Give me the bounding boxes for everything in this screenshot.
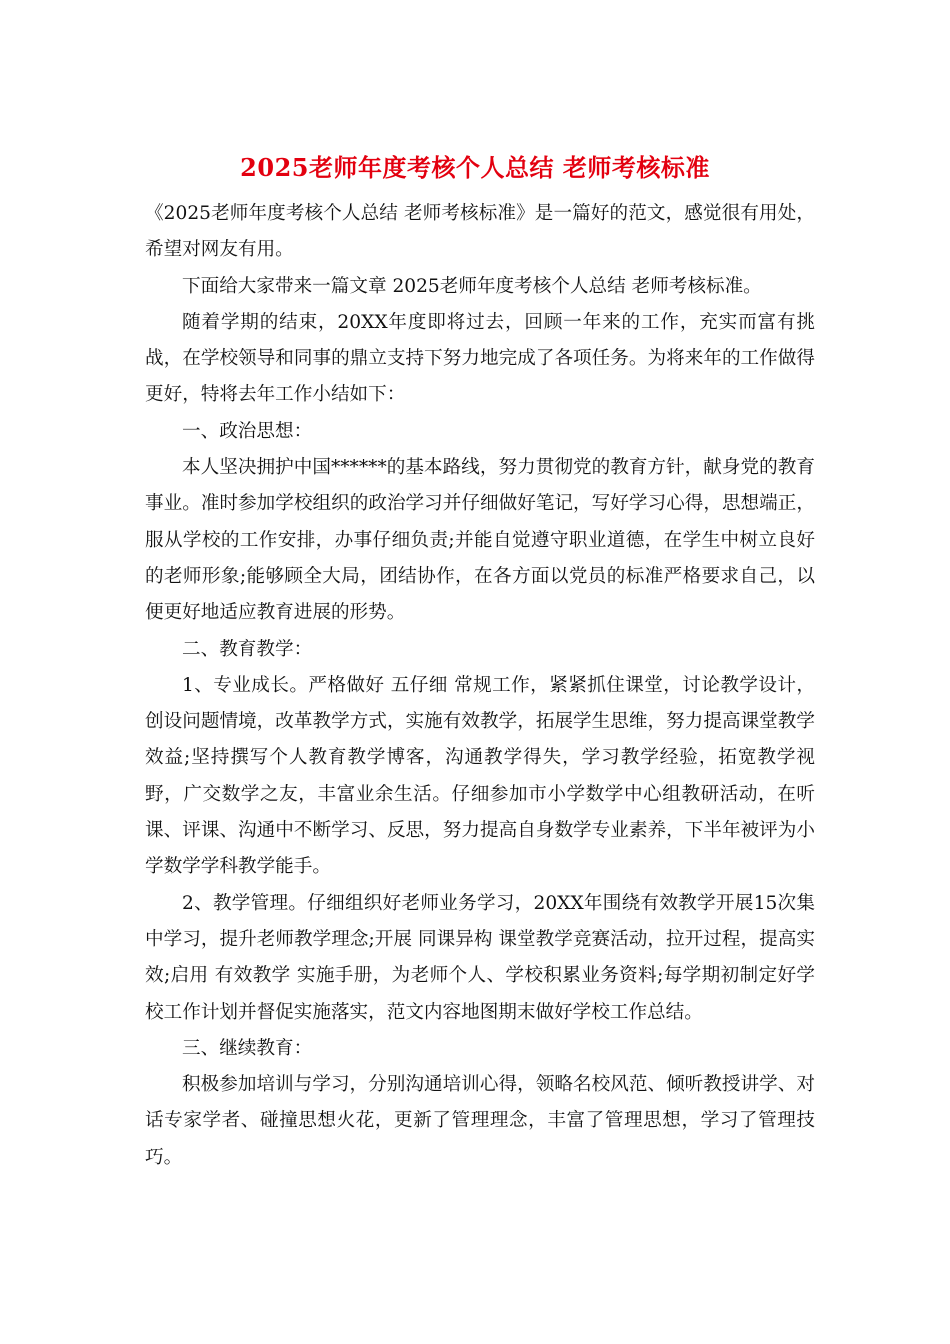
- section-heading-politics: 一、政治思想：: [182, 420, 313, 442]
- politics-paragraph: 本人坚决拥护中国******的基本路线，努力贯彻党的教育方针，献身党的教育事业。准时参加学校组织的政治学习并仔细做好笔记，写好学习心得，思想端正，服从学校的工作安排，办事仔细负责;并能自觉遵守职业道德，在学生中树立良好的老师形象;能够顾全大局，团结协作，在各方面以党员的标准严格要求自己，以便更好地适应教育进展的形势。: [145, 457, 815, 624]
- teaching-paragraph-management: 2、教学管理。仔细组织好老师业务学习，20XX年围绕有效教学开展15次集中学习，提升老师教学理念;开展 同课异构 课堂教学竞赛活动，拉开过程，提高实效;启用 有效教学 实施手册，为老师个人、学校积累业务资料;每学期初制定好学校工作计划并督促实施落实，范文内容地图期末做好学校工作总结。: [145, 892, 815, 1023]
- section-heading-teaching: 二、教育教学：: [182, 638, 313, 660]
- document-body: [145, 196, 815, 1176]
- intro-paragraph: 《2025老师年度考核个人总结 老师考核标准》是一篇好的范文，感觉很有用处，希望对网友有用。: [145, 203, 815, 261]
- lead-paragraph: 下面给大家带来一篇文章 2025老师年度考核个人总结 老师考核标准。: [182, 275, 762, 297]
- teaching-paragraph-growth: 1、专业成长。严格做好 五仔细 常规工作，紧紧抓住课堂，讨论教学设计，创设问题情境，改革教学方式，实施有效教学，拓展学生思维，努力提高课堂教学效益;坚持撰写个人教育教学博客，沟通教学得失，学习教学经验，拓宽教学视野，广交数学之友，丰富业余生活。仔细参加市小学数学中心组教研活动，在听课、评课、沟通中不断学习、反思，努力提高自身数学专业素养，下半年被评为小学数学学科教学能手。: [145, 674, 815, 878]
- education-paragraph: 积极参加培训与学习，分别沟通培训心得，领略名校风范、倾听教授讲学、对话专家学者、碰撞思想火花，更新了管理理念，丰富了管理思想，学习了管理技巧。: [145, 1074, 815, 1168]
- document-title: 2025老师年度考核个人总结 老师考核标准: [240, 153, 710, 182]
- section-heading-education: 三、继续教育：: [182, 1037, 313, 1059]
- opening-paragraph: 随着学期的结束，20XX年度即将过去，回顾一年来的工作，充实而富有挑战，在学校领导和同事的鼎立支持下努力地完成了各项任务。为将来年的工作做得更好，特将去年工作小结如下：: [145, 311, 815, 406]
